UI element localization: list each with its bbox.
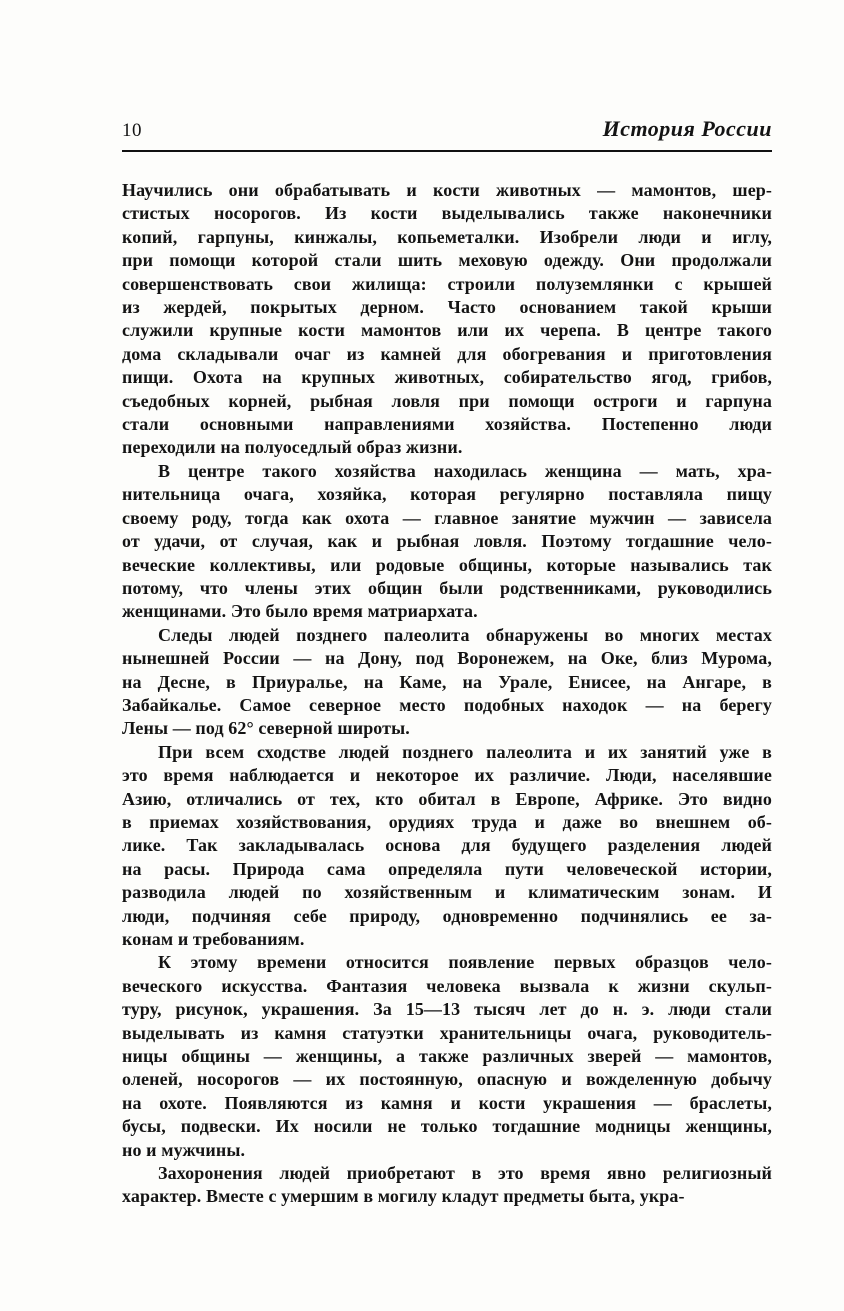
text-line: туру, рисунок, украшения. За 15—13 тысяч лет до н. э. люди стали (122, 999, 772, 1020)
text-line: на Десне, в Приуралье, на Каме, на Урале, Енисее, на Ангаре, в (122, 671, 772, 692)
paragraph (122, 951, 772, 1162)
text-line: на охоте. Появляются из камня и кости украшения — браслеты, (122, 1092, 772, 1113)
text-line: ницы общины — женщины, а также различных зверей — мамонтов, (122, 1046, 772, 1067)
text-line: веческого искусства. Фантазия человека вызвала к жизни скульп- (122, 975, 772, 996)
paragraph (122, 1162, 772, 1209)
text-line: Захоронения людей приобретают в это время явно религиозный (158, 1163, 772, 1184)
text-line: бусы, подвески. Их носили не только тогдашние модницы женщины, (122, 1116, 772, 1137)
paragraph (122, 460, 772, 624)
paragraph (122, 624, 772, 741)
text-line: нынешней России — на Дону, под Воронежем, на Оке, близ Мурома, (122, 648, 772, 669)
text-line: женщинами. Это было время матриархата. (122, 601, 478, 622)
text-line: на расы. Природа сама определяла пути человеческой истории, (122, 858, 772, 879)
text-line: от удачи, от случая, как и рыбная ловля. Поэтому тогдашние чело- (122, 531, 772, 552)
text-line: выделывать из камня статуэтки хранительницы очага, руководитель- (122, 1022, 772, 1043)
text-line: В центре такого хозяйства находилась женщина — мать, хра- (158, 460, 772, 481)
text-line: служили крупные кости мамонтов или их черепа. В центре такого (122, 320, 772, 341)
text-line: но и мужчины. (122, 1139, 246, 1160)
text-line: переходили на полуоседлый образ жизни. (122, 437, 463, 458)
text-line: своему роду, тогда как охота — главное занятие мужчин — зависела (122, 507, 772, 528)
text-line: оленей, носорогов — их постоянную, опасную и вожделенную добычу (122, 1069, 772, 1090)
page-content (122, 116, 772, 1209)
running-title: История России (602, 116, 772, 141)
text-line: веческие коллективы, или родовые общины, которые назывались так (122, 554, 772, 575)
text-line: стистых носорогов. Из кости выделывались также наконечники (122, 203, 772, 224)
text-line: Забайкалье. Самое северное место подобных находок — на берегу (122, 694, 772, 715)
text-line: копий, гарпуны, кинжалы, копьеметалки. Изобрели люди и иглу, (122, 226, 772, 247)
text-line: При всем сходстве людей позднего палеолита и их занятий уже в (158, 741, 772, 762)
text-line: дома складывали очаг из камней для обогревания и приготовления (122, 343, 772, 364)
text-line: пищи. Охота на крупных животных, собирательство ягод, грибов, (122, 367, 772, 388)
text-line: характер. Вместе с умершим в могилу кладут предметы быта, укра- (122, 1186, 685, 1207)
text-line: разводила людей по хозяйственным и климатическим зонам. И (122, 882, 772, 903)
text-line: потому, что члены этих общин были родственниками, руководились (122, 577, 772, 598)
text-line: это время наблюдается и некоторое их различие. Люди, населявшие (122, 765, 772, 786)
page-number: 10 (122, 120, 142, 141)
text-line: при помощи которой стали шить меховую одежду. Они продолжали (122, 250, 772, 271)
text-line: Лены — под 62° северной широты. (122, 718, 410, 739)
page-header (122, 116, 772, 142)
text-line: Следы людей позднего палеолита обнаружены во многих местах (158, 624, 772, 645)
text-line: съедобных корней, рыбная ловля при помощи остроги и гарпуна (122, 390, 772, 411)
text-line: лике. Так закладывалась основа для будущего разделения людей (122, 835, 772, 856)
body-text (122, 179, 772, 1209)
text-line: в приемах хозяйствования, орудиях труда и даже во внешнем об- (122, 811, 772, 832)
paragraph (122, 741, 772, 952)
text-line: из жердей, покрытых дерном. Часто основанием такой крыши (122, 297, 772, 318)
text-line: стали основными направлениями хозяйства. Постепенно люди (122, 414, 772, 435)
text-line: конам и требованиям. (122, 929, 305, 949)
text-line: нительница очага, хозяйка, которая регулярно поставляла пищу (122, 484, 772, 505)
text-line: Научились они обрабатывать и кости животных — мамонтов, шер- (122, 180, 772, 200)
paragraph (122, 179, 772, 460)
text-line: совершенствовать свои жилища: строили полуземлянки с крышей (122, 273, 772, 294)
text-line: люди, подчиняя себе природу, одновременно подчинялись ее за- (122, 905, 772, 926)
text-line: Азию, отличались от тех, кто обитал в Европе, Африке. Это видно (122, 788, 772, 809)
header-rule (122, 150, 772, 152)
text-line: К этому времени относится появление первых образцов чело- (158, 952, 772, 973)
